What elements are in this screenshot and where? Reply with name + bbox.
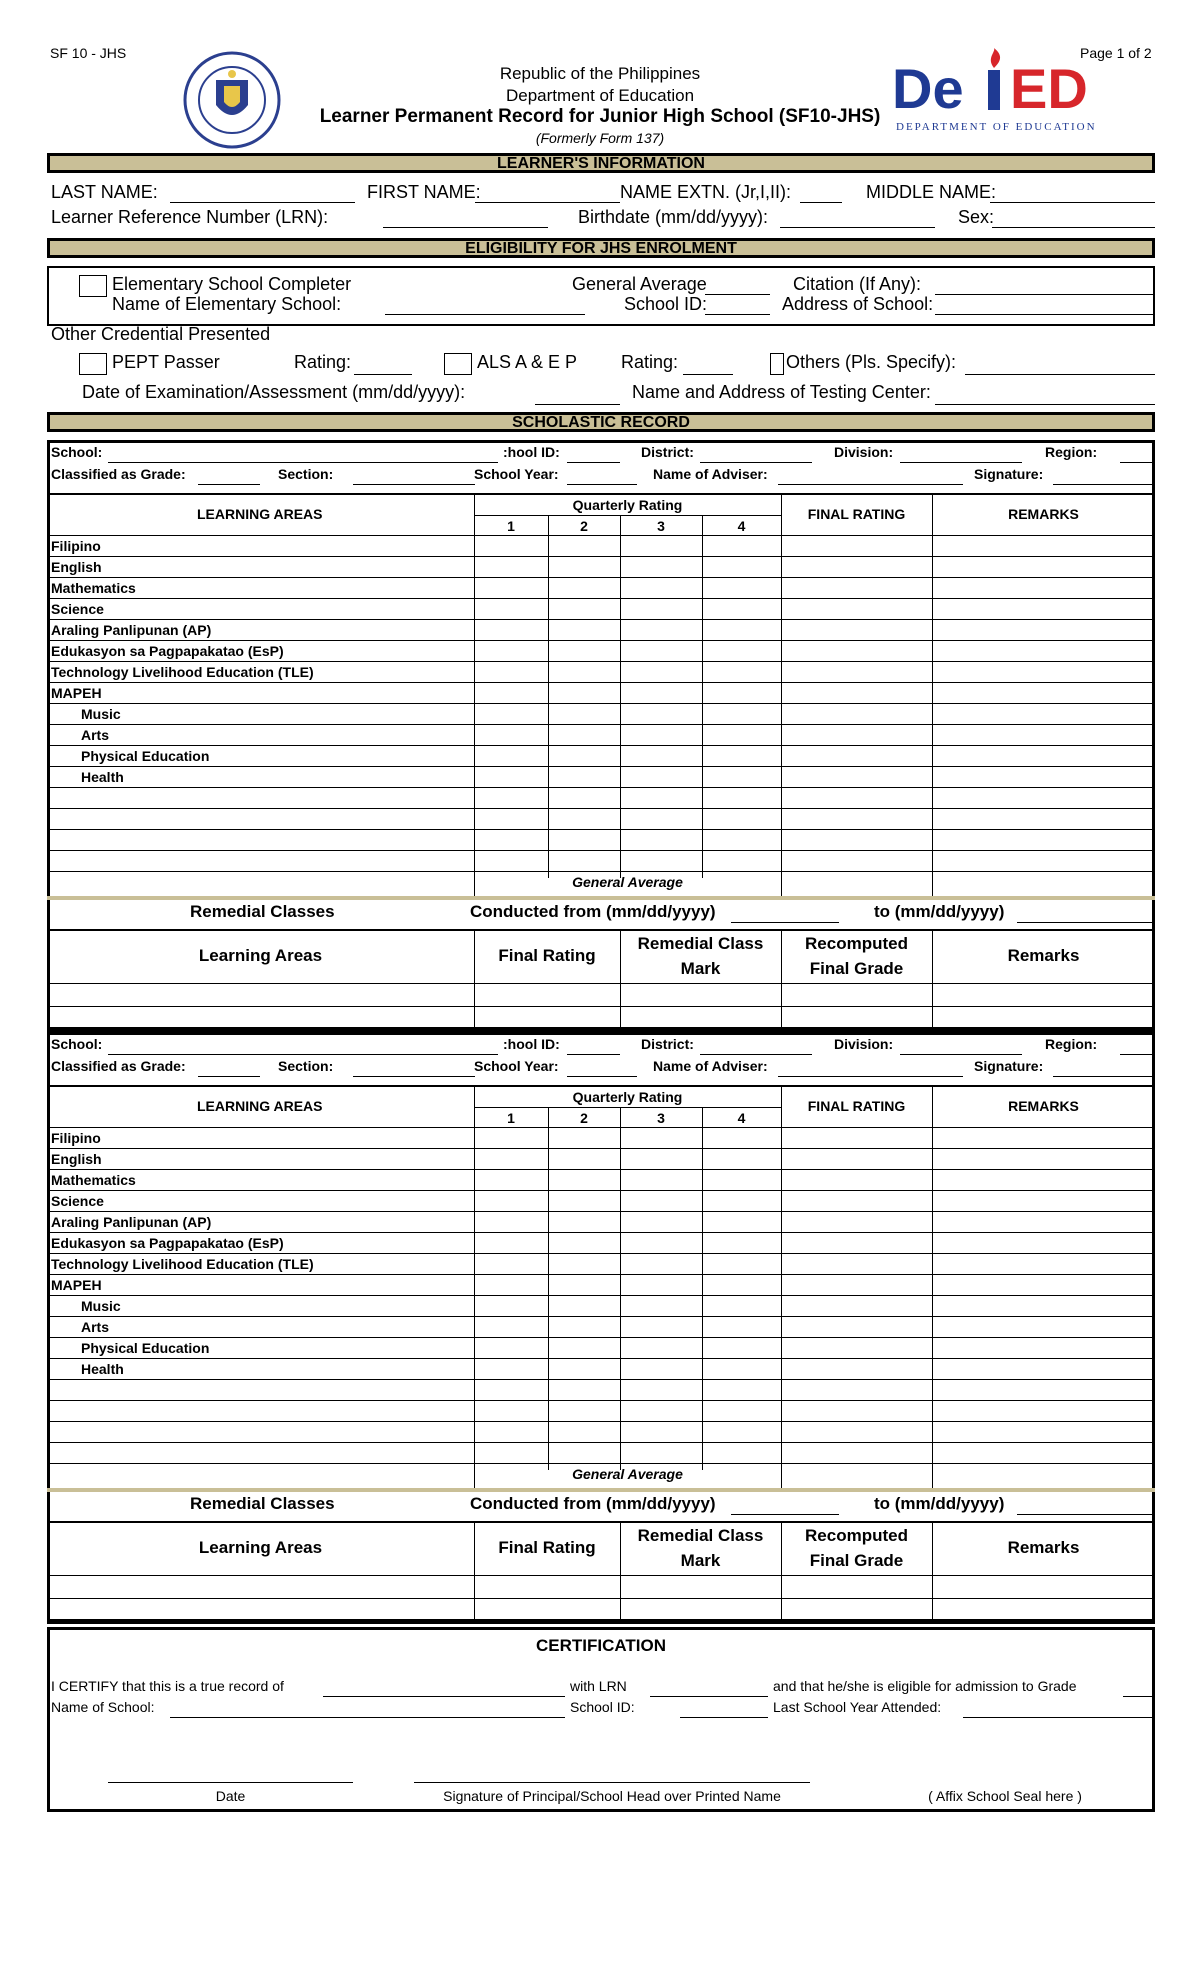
cert-school-name-field[interactable]: [170, 1717, 565, 1718]
quarterly-rating-header: Quarterly Rating: [572, 497, 683, 513]
subject-row: Filipino: [51, 538, 101, 554]
elem-school-name-field[interactable]: [385, 314, 585, 315]
grades-table: [47, 493, 1155, 898]
subject-row: Technology Livelihood Education (TLE): [51, 664, 314, 680]
als-rating-field[interactable]: [683, 374, 733, 375]
name-ext-field[interactable]: [800, 202, 842, 203]
quarter-2-header: 2: [580, 518, 588, 534]
recomputed-header-2: Final Grade: [809, 959, 904, 978]
final-rating-header: FINAL RATING: [807, 506, 906, 522]
region-label: Region:: [1045, 444, 1098, 460]
form-title: Learner Permanent Record for Junior High School (SF10-JHS): [319, 106, 881, 127]
recomputed-header: Recomputed: [805, 1526, 908, 1545]
cert-school-name-label: Name of School:: [51, 1699, 155, 1715]
school-label: School:: [51, 444, 103, 460]
cert-school-id-label: School ID:: [570, 1699, 635, 1715]
subject-row: Technology Livelihood Education (TLE): [51, 1256, 314, 1272]
school-label: School:: [51, 1036, 103, 1052]
certify-label: I CERTIFY that this is a true record of: [51, 1678, 284, 1694]
deped-logo-icon: [890, 48, 1110, 140]
division-label: Division:: [834, 1036, 894, 1052]
quarter-1-header: 1: [507, 518, 515, 534]
conducted-to-label: to (mm/dd/yyyy): [874, 1494, 1005, 1513]
certification-title: CERTIFICATION: [535, 1636, 666, 1655]
quarter-2-header: 2: [580, 1110, 588, 1126]
conducted-to-label: to (mm/dd/yyyy): [874, 902, 1005, 921]
deped-seal-icon: [176, 50, 288, 150]
date-label: Date: [215, 1788, 246, 1804]
school-year-field[interactable]: [567, 1076, 637, 1077]
scholastic-record-bar: SCHOLASTIC RECORD: [47, 412, 1155, 432]
remedial-table: [47, 1521, 1155, 1621]
school-id-field[interactable]: [567, 1054, 620, 1055]
remarks-header: REMARKS: [1008, 1098, 1079, 1114]
lrn-field[interactable]: [383, 227, 548, 228]
with-lrn-label: with LRN: [570, 1678, 627, 1694]
school-year-label: School Year:: [474, 466, 559, 482]
school-address-label: Address of School:: [782, 294, 934, 314]
rem-class-mark-header: Remedial Class: [637, 1526, 764, 1545]
district-label: District:: [641, 444, 694, 460]
subject-row: Filipino: [51, 1130, 101, 1146]
school-year-field[interactable]: [567, 484, 637, 485]
quarter-4-header: 4: [737, 1110, 746, 1126]
last-name-label: LAST NAME:: [51, 182, 158, 202]
subject-row: Music: [81, 1298, 121, 1314]
conducted-from-field[interactable]: [731, 922, 839, 923]
section-field[interactable]: [353, 1076, 475, 1077]
subject-row: Araling Panlipunan (AP): [51, 622, 212, 638]
remedial-classes-label: Remedial Classes: [190, 902, 335, 921]
region-field[interactable]: [1120, 462, 1155, 463]
last-sy-label: Last School Year Attended:: [773, 1699, 942, 1715]
school-address-field[interactable]: [935, 314, 1155, 315]
als-checkbox[interactable]: [444, 353, 472, 375]
subject-row: Mathematics: [51, 1172, 136, 1188]
subject-row: Araling Panlipunan (AP): [51, 1214, 212, 1230]
final-rating-header: FINAL RATING: [807, 1098, 906, 1114]
subject-row: Arts: [81, 727, 110, 743]
elem-school-id-field[interactable]: [705, 314, 770, 315]
principal-signature-field[interactable]: [414, 1782, 810, 1783]
citation-field[interactable]: [935, 294, 1155, 295]
quarterly-rating-header: Quarterly Rating: [572, 1089, 683, 1105]
general-average-row: General Average: [572, 874, 683, 890]
cert-school-id-field[interactable]: [680, 1717, 768, 1718]
signature-label: Signature:: [974, 1058, 1044, 1074]
testing-center-field[interactable]: [935, 404, 1155, 405]
last-sy-field[interactable]: [963, 1717, 1155, 1718]
first-name-label: FIRST NAME:: [367, 182, 481, 202]
recomputed-header: Recomputed: [805, 934, 908, 953]
name-ext-label: NAME EXTN. (Jr,I,II):: [620, 182, 792, 202]
birthdate-field[interactable]: [780, 227, 935, 228]
others-checkbox[interactable]: [770, 353, 784, 375]
rem-final-rating-header: Final Rating: [498, 946, 596, 965]
adviser-label: Name of Adviser:: [653, 466, 768, 482]
pept-rating-field[interactable]: [354, 374, 412, 375]
district-field[interactable]: [700, 1054, 812, 1055]
middle-name-field[interactable]: [990, 202, 1155, 203]
adviser-label: Name of Adviser:: [653, 1058, 768, 1074]
others-field[interactable]: [965, 374, 1155, 375]
rem-learning-areas-header: Learning Areas: [198, 1538, 323, 1557]
subject-row: MAPEH: [51, 1277, 102, 1293]
subject-row: Physical Education: [81, 1340, 210, 1356]
birthdate-label: Birthdate (mm/dd/yyyy):: [578, 207, 769, 227]
adviser-field[interactable]: [778, 1076, 963, 1077]
rem-final-rating-header: Final Rating: [498, 1538, 596, 1557]
grade-label: Classified as Grade:: [51, 1058, 186, 1074]
school-id-label: :hool ID:: [503, 1036, 560, 1052]
form-subtitle: (Formerly Form 137): [535, 130, 665, 146]
elem-school-name-label: Name of Elementary School:: [112, 294, 342, 314]
learning-areas-header: LEARNING AREAS: [197, 506, 323, 522]
exam-date-field[interactable]: [535, 404, 620, 405]
subject-row: MAPEH: [51, 685, 102, 701]
svg-text:ED: ED: [1010, 57, 1088, 120]
rem-remarks-header: Remarks: [1007, 946, 1080, 965]
general-average-label: General Average: [572, 274, 707, 294]
rem-learning-areas-header: Learning Areas: [198, 946, 323, 965]
division-field[interactable]: [900, 1054, 1022, 1055]
region-field[interactable]: [1120, 1054, 1155, 1055]
subject-row: English: [51, 1151, 102, 1167]
pept-rating-label: Rating:: [294, 352, 352, 372]
grades-table: [47, 1085, 1155, 1490]
date-field[interactable]: [108, 1782, 353, 1783]
quarter-1-header: 1: [507, 1110, 515, 1126]
certify-grade-field[interactable]: [1123, 1696, 1155, 1697]
elem-completer-checkbox[interactable]: [79, 275, 107, 297]
als-rating-label: Rating:: [621, 352, 679, 372]
school-seal-label: ( Affix School Seal here ): [928, 1788, 1082, 1804]
school-field[interactable]: [108, 462, 498, 463]
rem-remarks-header: Remarks: [1007, 1538, 1080, 1557]
subject-row: English: [51, 559, 102, 575]
signature-field[interactable]: [1053, 484, 1155, 485]
subject-row: Science: [51, 1193, 104, 1209]
middle-name-label: MIDDLE NAME:: [866, 182, 997, 202]
conducted-from-label: Conducted from (mm/dd/yyyy): [470, 902, 716, 921]
general-average-row: General Average: [572, 1466, 683, 1482]
quarter-4-header: 4: [737, 518, 746, 534]
school-id-field[interactable]: [567, 462, 620, 463]
testing-center-label: Name and Address of Testing Center:: [632, 382, 931, 402]
grade-field[interactable]: [198, 484, 260, 485]
subject-row: Health: [81, 1361, 124, 1377]
als-label: ALS A & E P: [477, 352, 578, 372]
remedial-classes-label: Remedial Classes: [190, 1494, 335, 1513]
department-label: Department of Education: [505, 86, 695, 105]
sex-label: Sex:: [958, 207, 995, 227]
pept-checkbox[interactable]: [79, 353, 107, 375]
form-code: SF 10 - JHS: [50, 45, 127, 61]
subject-row: Edukasyon sa Pagpapakatao (EsP): [51, 643, 284, 659]
remarks-header: REMARKS: [1008, 506, 1079, 522]
pept-label: PEPT Passer: [112, 352, 220, 372]
school-field[interactable]: [108, 1054, 498, 1055]
svg-text:DEPARTMENT OF EDUCATION: DEPARTMENT OF EDUCATION: [896, 121, 1097, 133]
republic-label: Republic of the Philippines: [499, 64, 701, 83]
certify-lrn-field[interactable]: [650, 1696, 768, 1697]
general-average-field[interactable]: [705, 294, 770, 295]
rem-class-mark-header-2: Mark: [680, 959, 721, 978]
citation-label: Citation (If Any):: [793, 274, 922, 294]
subject-row: Physical Education: [81, 748, 210, 764]
subject-row: Mathematics: [51, 580, 136, 596]
grade-label: Classified as Grade:: [51, 466, 186, 482]
subject-row: Arts: [81, 1319, 110, 1335]
elem-school-id-label: School ID:: [624, 294, 708, 314]
other-credential-label: Other Credential Presented: [51, 324, 271, 344]
principal-signature-label: Signature of Principal/School Head over Printed Name: [443, 1788, 781, 1804]
elem-completer-label: Elementary School Completer: [112, 274, 352, 294]
rem-class-mark-header: Remedial Class: [637, 934, 764, 953]
district-field[interactable]: [700, 462, 812, 463]
page-number: Page 1 of 2: [1080, 45, 1152, 61]
sex-field[interactable]: [992, 227, 1155, 228]
subject-row: Edukasyon sa Pagpapakatao (EsP): [51, 1235, 284, 1251]
quarter-3-header: 3: [657, 518, 665, 534]
others-label: Others (Pls. Specify):: [786, 352, 957, 372]
last-name-field[interactable]: [170, 202, 355, 203]
learning-areas-header: LEARNING AREAS: [197, 1098, 323, 1114]
learner-info-bar: LEARNER'S INFORMATION: [47, 153, 1155, 173]
section-label: Section:: [278, 1058, 334, 1074]
grade-field[interactable]: [198, 1076, 260, 1077]
remedial-table: [47, 929, 1155, 1029]
conducted-from-label: Conducted from (mm/dd/yyyy): [470, 1494, 716, 1513]
signature-label: Signature:: [974, 466, 1044, 482]
lrn-label: Learner Reference Number (LRN):: [51, 207, 329, 227]
division-field[interactable]: [900, 462, 1022, 463]
section-label: Section:: [278, 466, 334, 482]
adviser-field[interactable]: [778, 484, 963, 485]
svg-text:De: De: [892, 57, 964, 120]
subject-row: Science: [51, 601, 104, 617]
division-label: Division:: [834, 444, 894, 460]
certify-learner-field[interactable]: [323, 1696, 565, 1697]
conducted-to-field[interactable]: [1017, 1514, 1155, 1515]
eligibility-bar: ELIGIBILITY FOR JHS ENROLMENT: [47, 238, 1155, 258]
conducted-from-field[interactable]: [731, 1514, 839, 1515]
recomputed-header-2: Final Grade: [809, 1551, 904, 1570]
first-name-field[interactable]: [475, 202, 620, 203]
section-field[interactable]: [353, 484, 475, 485]
exam-date-label: Date of Examination/Assessment (mm/dd/yyyy):: [82, 382, 466, 402]
subject-row: Music: [81, 706, 121, 722]
subject-row: Health: [81, 769, 124, 785]
rem-class-mark-header-2: Mark: [680, 1551, 721, 1570]
school-id-label: :hool ID:: [503, 444, 560, 460]
signature-field[interactable]: [1053, 1076, 1155, 1077]
district-label: District:: [641, 1036, 694, 1052]
school-year-label: School Year:: [474, 1058, 559, 1074]
conducted-to-field[interactable]: [1017, 922, 1155, 923]
eligible-label: and that he/she is eligible for admission to Grade: [773, 1678, 1077, 1694]
region-label: Region:: [1045, 1036, 1098, 1052]
quarter-3-header: 3: [657, 1110, 665, 1126]
